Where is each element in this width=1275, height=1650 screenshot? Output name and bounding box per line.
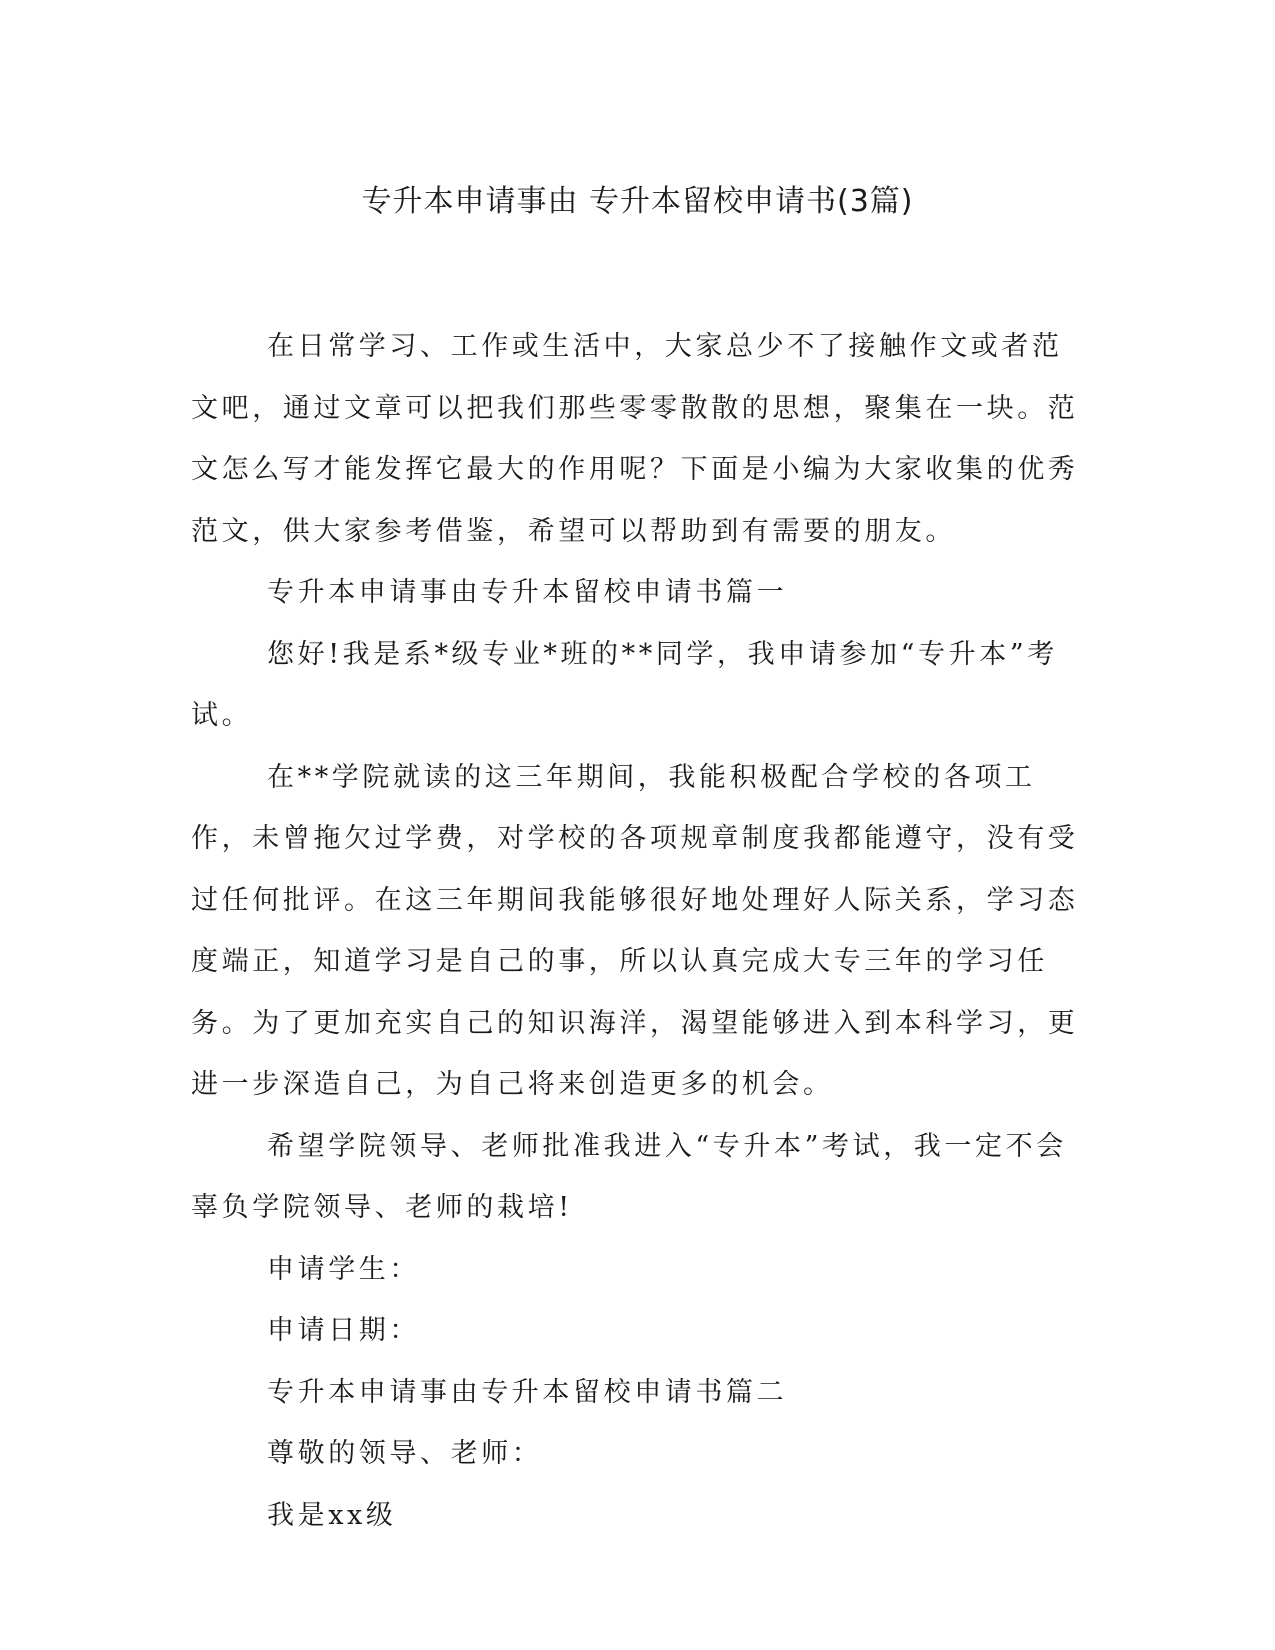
section-heading-1: 专升本申请事由专升本留校申请书篇一 <box>267 577 788 608</box>
paragraph-greeting: 您好!我是系*级专业*班的**同学，我申请参加“专升本”考试。 <box>191 638 1058 731</box>
paragraph-request: 希望学院领导、老师批准我进入“专升本”考试，我一定不会辜负学院领导、老师的栽培! <box>191 1130 1067 1223</box>
paragraph-intro: 在日常学习、工作或生活中，大家总少不了接触作文或者范文吧，通过文章可以把我们那些零零散散的思想，聚集在一块。范文怎么写才能发挥它最大的作用呢？下面是小编为大家收集的优秀范文，供大家参考借鉴，希望可以帮助到有需要的朋友。 <box>191 331 1079 547</box>
salutation: 尊敬的领导、老师： <box>267 1438 543 1469</box>
document-body <box>191 316 1081 1546</box>
section-heading-2: 专升本申请事由专升本留校申请书篇二 <box>267 1376 788 1408</box>
signature-date: 申请日期： <box>267 1315 420 1346</box>
paragraph-opening: 我是xx级 <box>267 1499 397 1531</box>
paragraph-body: 在**学院就读的这三年期间，我能积极配合学校的各项工作，未曾拖欠过学费，对学校的各项规章制度我都能遵守，没有受过任何批评。在这三年期间我能够很好地处理好人际关系，学习态度端正，知道学习是自己的事，所以认真完成大专三年的学习任务。为了更加充实自己的知识海洋，渴望能够进入到本科学习，更进一步深造自己，为自己将来创造更多的机会。 <box>191 761 1079 1100</box>
document-title: 专升本申请事由 专升本留校申请书(3篇) <box>361 184 914 219</box>
signature-student: 申请学生： <box>267 1253 420 1285</box>
